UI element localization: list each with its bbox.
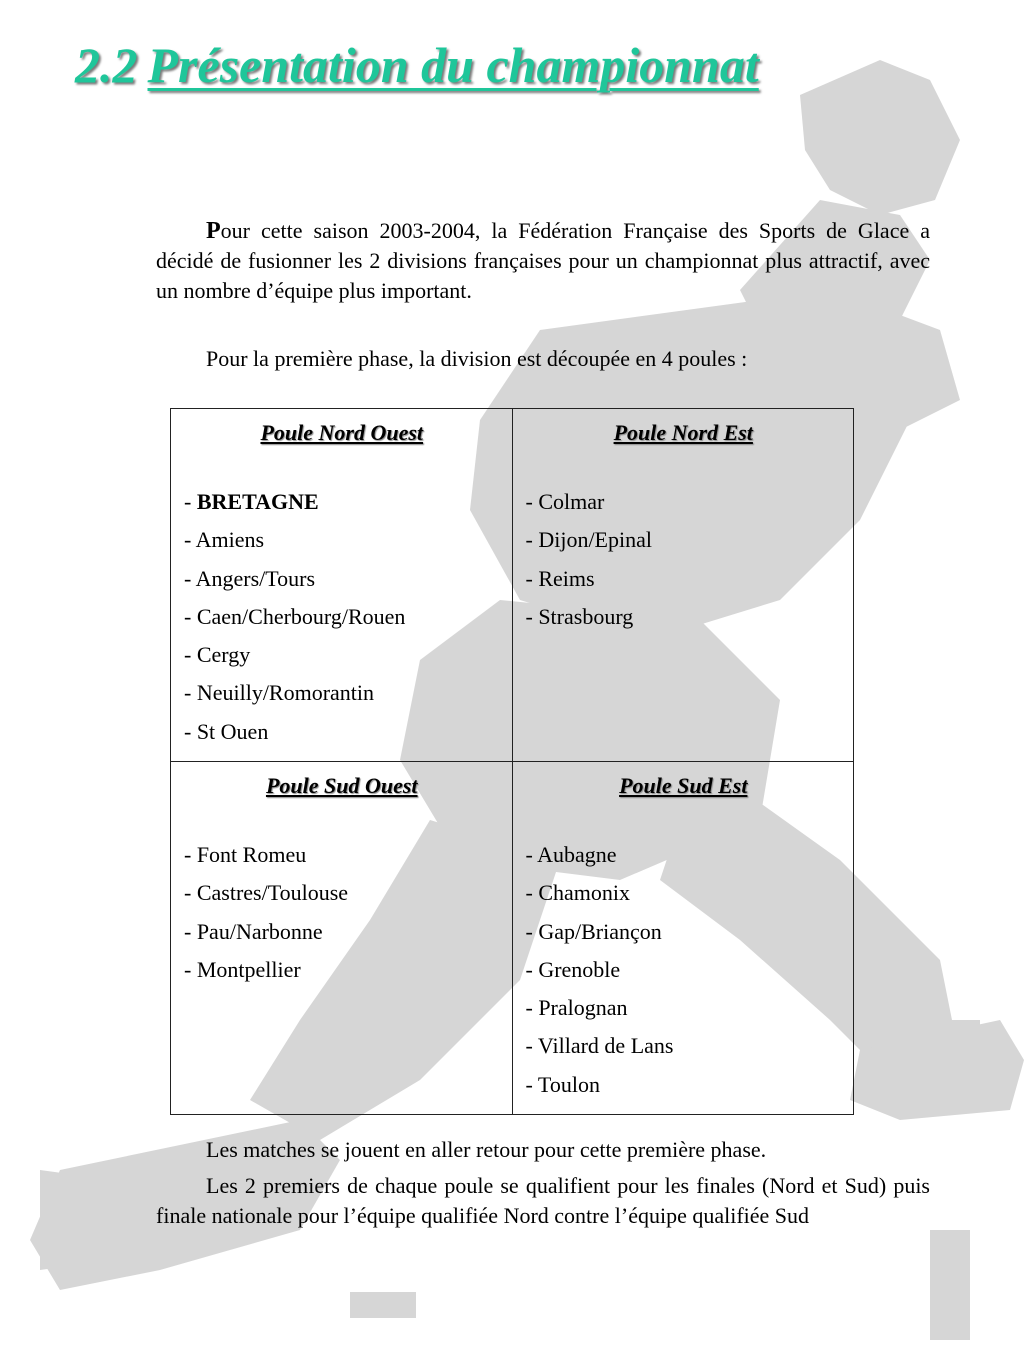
team-item: - Amiens	[184, 527, 265, 553]
poule-nord-ouest-title: Poule Nord Ouest	[260, 420, 424, 445]
poule-sud-est-cell	[512, 762, 854, 1115]
poule-nord-ouest-cell	[171, 409, 513, 762]
team-item: - Pau/Narbonne	[184, 918, 323, 944]
team-bretagne: BRETAGNE	[196, 489, 319, 514]
team-item: - Aubagne	[525, 842, 617, 867]
team-item: - Castres/Toulouse	[184, 880, 349, 906]
team-item: - Cergy	[184, 642, 251, 668]
section-title: Présentation du championnat	[147, 37, 759, 93]
team-item: - Dijon/Epinal	[525, 527, 652, 553]
intro-paragraph	[156, 216, 930, 306]
team-item: - Gap/Briançon	[525, 918, 662, 944]
team-item: - St Ouen	[184, 718, 269, 744]
team-item: - Caen/Cherbourg/Rouen	[184, 603, 406, 629]
team-item: - Colmar	[525, 489, 605, 514]
page-title	[75, 38, 759, 93]
team-item: - Chamonix	[525, 880, 630, 906]
poule-sud-ouest-cell	[171, 762, 513, 1115]
team-item: - Grenoble	[525, 956, 621, 982]
table-row	[171, 762, 854, 1115]
team-item: - Montpellier	[184, 956, 301, 982]
poules-table	[170, 408, 854, 1115]
team-item: - Strasbourg	[525, 603, 634, 629]
poule-nord-est-cell	[512, 409, 854, 762]
team-item: - Neuilly/Romorantin	[184, 680, 375, 706]
team-item: - Font Romeu	[184, 842, 307, 867]
matches-paragraph: Les matches se jouent en aller retour pour cette première phase.	[206, 1137, 767, 1162]
poule-sud-est-title: Poule Sud Est	[619, 773, 748, 798]
intro-dropcap: P	[206, 218, 221, 244]
qualification-paragraph: Les 2 premiers de chaque poule se qualifient pour les finales (Nord et Sud) puis finale nationale pour l’équipe qualifiée Nord contre l’équipe qualifiée Sud	[156, 1173, 930, 1228]
team-item: - Villard de Lans	[525, 1033, 674, 1059]
poule-sud-ouest-title: Poule Sud Ouest	[265, 773, 418, 798]
team-item: - BRETAGNE	[184, 489, 319, 514]
poule-nord-est-title: Poule Nord Est	[613, 420, 753, 445]
intro-text: our cette saison 2003-2004, la Fédération Française des Sports de Glace a décidé de fusionner les 2 divisions françaises pour un championnat plus attractif, avec un nombre d’équipe plus important.	[156, 218, 930, 303]
team-item: - Angers/Tours	[184, 565, 316, 591]
team-item: - Toulon	[525, 1071, 600, 1097]
team-item: - Reims	[525, 565, 595, 591]
section-number: 2.2	[75, 37, 138, 93]
phase-intro-paragraph: Pour la première phase, la division est découpée en 4 poules :	[206, 346, 748, 371]
team-item: - Pralognan	[525, 995, 628, 1021]
table-row	[171, 409, 854, 762]
